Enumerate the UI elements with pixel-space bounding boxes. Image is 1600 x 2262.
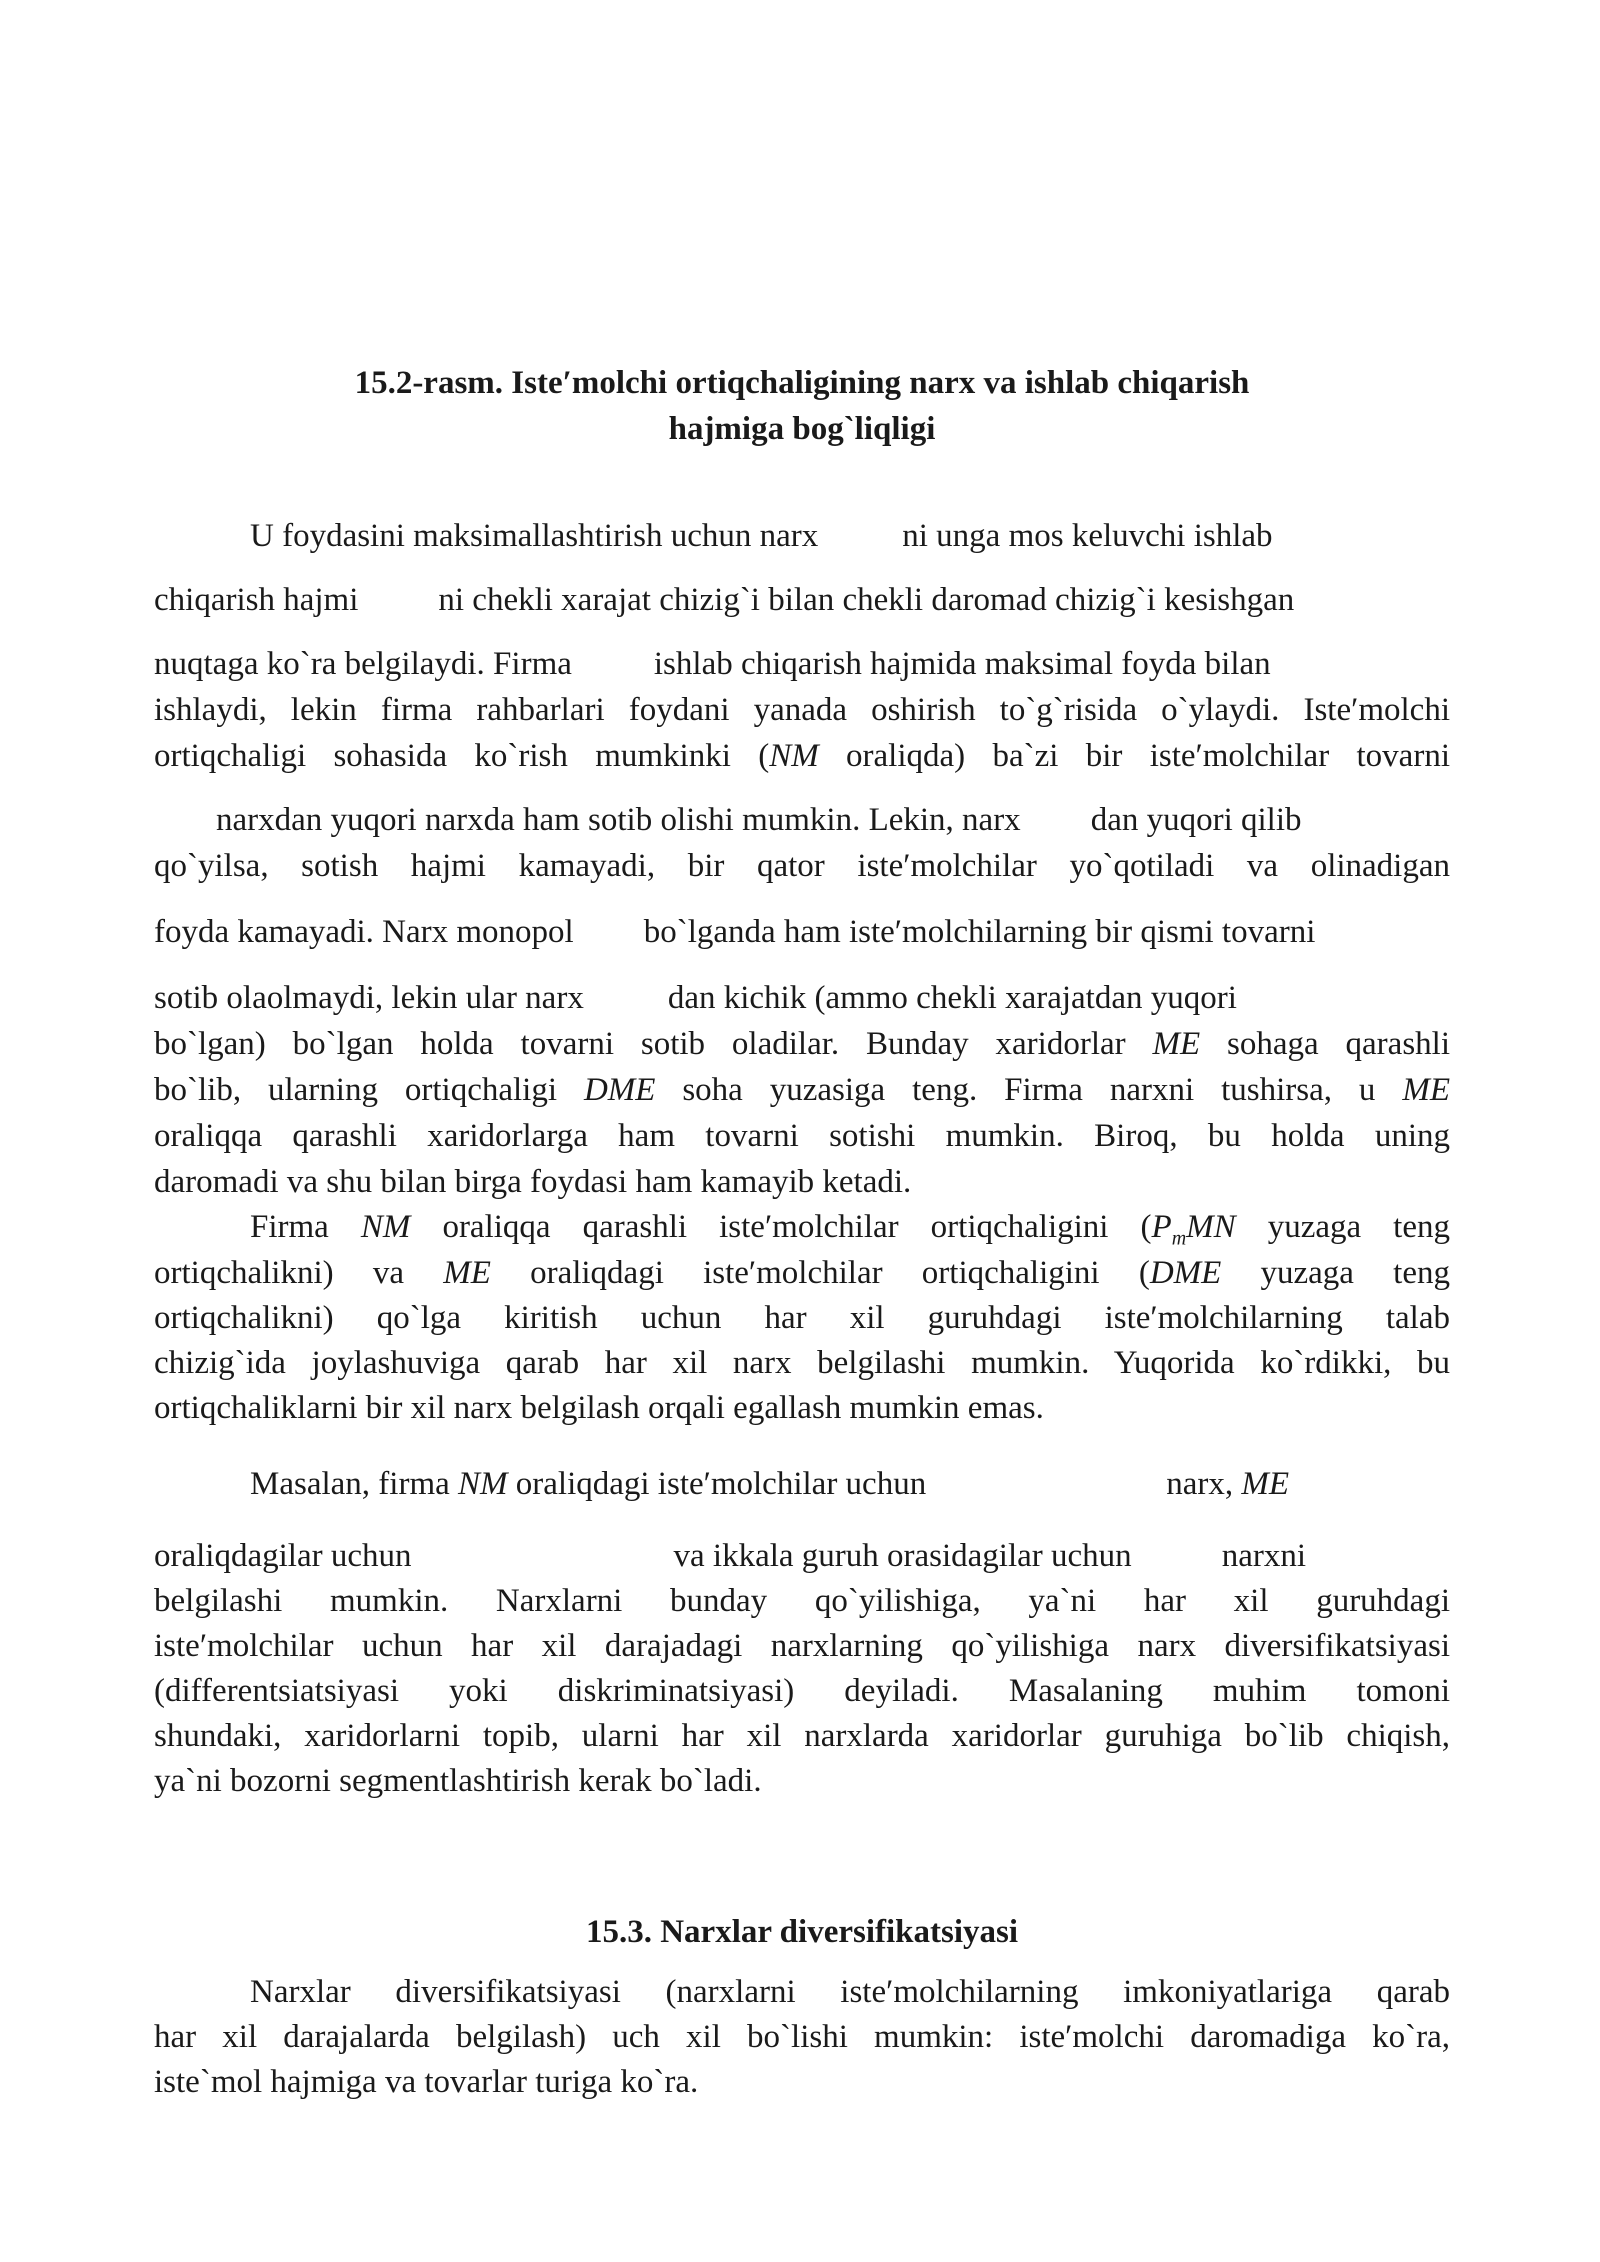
- paragraph-1-line-12: oraliqqa qarashli xaridorlarga ham tovarni sotishi mumkin. Biroq, bu holda uning: [154, 1118, 1450, 1154]
- paragraph-3-line-7: ya`ni bozorni segmentlashtirish kerak bo`ladi.: [154, 1763, 762, 1799]
- paragraph-1-line-2: chiqarish hajmi ni chekli xarajat chizig`i bilan chekli daromad chizig`i kesishgan: [154, 582, 1295, 618]
- paragraph-2-line-1: Firma NM oraliqqa qarashli iste′molchilar ortiqchaligini ($P_mMN$ yuzaga teng: [250, 1209, 1450, 1250]
- document-page: [154, 0, 1450, 2262]
- paragraph-1-line-5: ortiqchaligi sohasida ko`rish mumkinki (NM oraliqda) ba`zi bir iste′molchilar tovarni: [154, 738, 1450, 774]
- paragraph-3-line-5: (differentsiatsiyasi yoki diskriminatsiyasi) deyiladi. Masalaning muhim tomoni: [154, 1673, 1450, 1709]
- paragraph-1-line-3: nuqtaga ko`ra belgilaydi. Firma ishlab chiqarish hajmida maksimal foyda bilan: [154, 646, 1271, 682]
- paragraph-1-line-6: narxdan yuqori narxda ham sotib olishi mumkin. Lekin, narx dan yuqori qilib: [216, 802, 1302, 838]
- paragraph-1-line-4: ishlaydi, lekin firma rahbarlari foydani yanada oshirish to`g`risida o`ylaydi. Iste′molchi: [154, 692, 1450, 728]
- section-paragraph-line-2: har xil darajalarda belgilash) uch xil bo`lishi mumkin: iste′molchi daromadiga ko`ra,: [154, 2019, 1450, 2055]
- paragraph-3-line-2: oraliqdagilar uchun va ikkala guruh orasidagilar uchun narxni: [154, 1538, 1306, 1574]
- figure-caption-line-2: hajmiga bog`liqligi: [668, 411, 936, 447]
- paragraph-1-line-1: U foydasini maksimallashtirish uchun narx ni unga mos keluvchi ishlab: [250, 518, 1273, 554]
- paragraph-2-line-2: ortiqchalikni) va ME oraliqdagi iste′molchilar ortiqchaligini (DME yuzaga teng: [154, 1255, 1450, 1291]
- paragraph-3-line-1: Masalan, firma NM oraliqdagi iste′molchilar uchun narx, ME: [250, 1466, 1289, 1502]
- paragraph-2-line-5: ortiqchaliklarni bir xil narx belgilash orqali egallash mumkin emas.: [154, 1390, 1044, 1426]
- paragraph-1-line-13: daromadi va shu bilan birga foydasi ham kamayib ketadi.: [154, 1164, 912, 1200]
- section-heading: 15.3. Narxlar diversifikatsiyasi: [585, 1914, 1019, 1950]
- figure-caption-line-1: 15.2-rasm. Iste′molchi ortiqchaligining narx va ishlab chiqarish: [354, 365, 1250, 401]
- paragraph-1-line-7: qo`yilsa, sotish hajmi kamayadi, bir qator iste′molchilar yo`qotiladi va olinadigan: [154, 848, 1450, 884]
- paragraph-3-line-4: iste′molchilar uchun har xil darajadagi narxlarning qo`yilishiga narx diversifikatsiyasi: [154, 1628, 1450, 1664]
- paragraph-2-line-3: ortiqchalikni) qo`lga kiritish uchun har xil guruhdagi iste′molchilarning talab: [154, 1300, 1450, 1336]
- paragraph-1-line-11: bo`lib, ularning ortiqchaligi DME soha yuzasiga teng. Firma narxni tushirsa, u ME: [154, 1072, 1450, 1108]
- paragraph-3-line-6: shundaki, xaridorlarni topib, ularni har xil narxlarda xaridorlar guruhiga bo`lib chiqish,: [154, 1718, 1450, 1754]
- paragraph-1-line-9: sotib olaolmaydi, lekin ular narx dan kichik (ammo chekli xarajatdan yuqori: [154, 980, 1237, 1016]
- figure-caption: [154, 360, 1450, 452]
- paragraph-1-line-10: bo`lgan) bo`lgan holda tovarni sotib oladilar. Bunday xaridorlar ME sohaga qarashli: [154, 1026, 1450, 1062]
- paragraph-1-line-8: foyda kamayadi. Narx monopol bo`lganda ham iste′molchilarning bir qismi tovarni: [154, 914, 1316, 950]
- section-paragraph-line-1: Narxlar diversifikatsiyasi (narxlarni iste′molchilarning imkoniyatlariga qarab: [250, 1974, 1450, 2010]
- paragraph-2-line-4: chizig`ida joylashuviga qarab har xil narx belgilashi mumkin. Yuqorida ko`rdikki, bu: [154, 1345, 1450, 1381]
- section-paragraph-line-3: iste`mol hajmiga va tovarlar turiga ko`ra.: [154, 2064, 699, 2100]
- paragraph-3-line-3: belgilashi mumkin. Narxlarni bunday qo`yilishiga, ya`ni har xil guruhdagi: [154, 1583, 1450, 1619]
